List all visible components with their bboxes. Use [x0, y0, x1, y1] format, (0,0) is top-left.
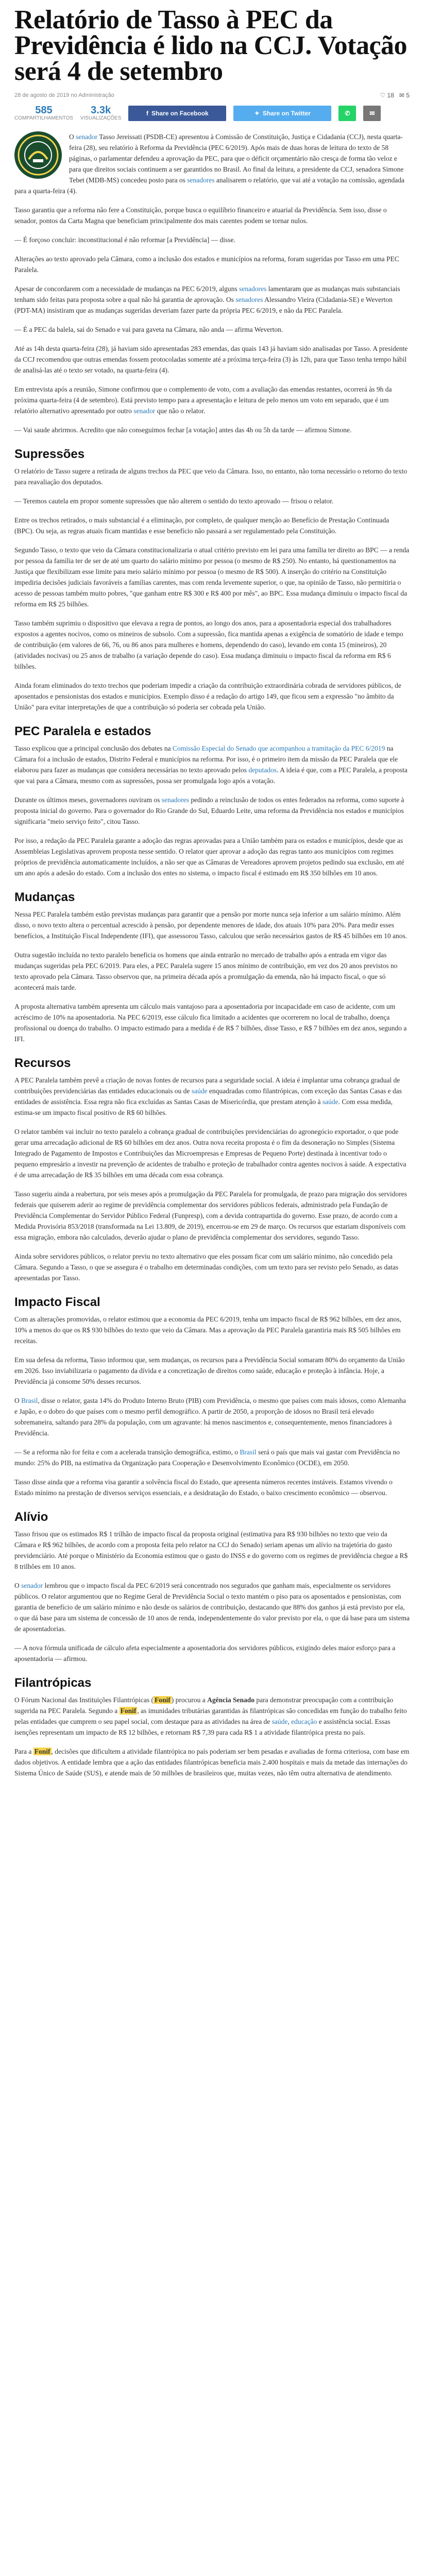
- senator-link[interactable]: senador: [21, 1582, 43, 1589]
- paragraph-intro: O senador Tasso Jereissati (PSDB-CE) apresentou à Comissão de Constituição, Justiça e Cidadania (CCJ), nesta quarta-feira (28), seu relatório à Reforma da Previdência (PEC 6/2019). Após mais de duas horas de leitura do texto de 58 páginas, o parlamentar defendeu a aprovação da PEC, para que o déficit orçamentário não cresça de forma tão veloz e para que direitos sociais continuem a ser garantidos no Brasil. Ao final da leitura, a presidente da CCJ, senadora Simone Tebet (MDB-MS) concedeu posto para os senadores analisarem o relatório, que vai até a votação na comissão, agendada para a quarta-feira (4).: [14, 131, 410, 196]
- agency-logo: [14, 131, 62, 179]
- paragraph: Apesar de concordarem com a necessidade de mudanças na PEC 6/2019, alguns senadores lamentaram que as mudanças mais substanciais tenham sido feitas para proposta sobre a qual não há garantia de aprovação. Os senadores Alessandro Vieira (Cidadania-SE) e Weverton (PDT-MA) insistiram que as mudanças sugeridas deveriam fazer parte da própria PEC 6/2019, e não da PEC Paralela.: [14, 285, 400, 314]
- facebook-icon: f: [146, 109, 149, 117]
- paragraph: A PEC Paralela também prevê a criação de novas fontes de recursos para a seguridade social. A ideia é implantar uma cobrança gradual de contribuições previdenciárias das entidades educacionais ou de saúde enquadradas como filantrópicas, com exceção das Santas Casas e das entidades de assistência. Essa regra não fica excluídas as Santas Casas de Misericórdia, que prestam atenção à saúde. Com essa medida, estima-se um impacto fiscal positivo de R$ 60 bilhões.: [14, 1076, 402, 1116]
- author-link[interactable]: Administração: [78, 92, 114, 98]
- article-body: [14, 131, 410, 1787]
- paragraph: Com as alterações promovidas, o relator estimou que a economia da PEC 6/2019, tenha um impacto fiscal de R$ 962 bilhões, em dez anos, 10% a menos do que os R$ 930 bilhões do texto que veio da Câmara. Mas a aprovação da PEC Paralela garantiria mais R$ 505 bilhões em receitas.: [14, 1315, 401, 1345]
- brasil-link[interactable]: Brasil: [240, 1448, 257, 1456]
- article-reactions: [380, 92, 410, 99]
- paragraph: Em sua defesa da reforma, Tasso informou que, sem mudanças, os recursos para a Previdência Social somaram 80% do orçamento da União em 2026. Isso inviabilizaria o pagamento da dívida e a concretização de direitos como saúde, educação e proteção à infância. Hoje, a Previdência já consome 50% desses recursos.: [14, 1356, 405, 1385]
- section-heading-paralela: PEC Paralela e estados: [14, 724, 151, 738]
- paragraph: O Brasil, disse o relator, gasta 14% do Produto Interno Bruto (PIB) com Previdência, o mesmo que países com mais idosos, como Alemanha e Japão, e o dobro do que países com o mesmo perfil demográfico. A partir de 2050, a proporção de idosos no Brasil terá elevado sobremaneira, saltando para 28% da população, com um agravante: há menos nascimentos e, consequentemente, menos financiadores à Previdência.: [14, 1397, 406, 1437]
- senators-link[interactable]: senadores: [161, 796, 189, 804]
- agency-logo-icon: [18, 134, 59, 176]
- education-link[interactable]: educação: [291, 1718, 317, 1725]
- mail-icon: ✉: [369, 109, 375, 117]
- paragraph: — É a PEC da balela, sai do Senado e vai para gaveta na Câmara, não anda — afirma Weverton.: [14, 326, 283, 333]
- paragraph: Por isso, a redação da PEC Paralela garante a adoção das regras aprovadas para a União também para os estados e municípios, desde que as Assembleias Legislativas aprovem proposta nesse sentido. O relator quer aprovar a adoção das regras tanto aos municípios com regimes próprios de previdência automaticamente incluídos, a não ser que as Câmaras de Vereadores aprovem projetos pedindo sua exclusão, em até um ano após a adesão do estado. Com a inclusão dos entes no sistema, o impacto fiscal é estimado em R$ 350 bilhões em 10 anos.: [14, 837, 404, 877]
- section-heading-recursos: Recursos: [14, 1056, 71, 1070]
- senators-link[interactable]: senadores: [187, 176, 215, 184]
- paragraph: O relator também vai incluir no texto paralelo a cobrança gradual de contribuições previdenciárias do agronegócio exportador, o que pode gerar uma arrecadação adicional de R$ 60 bilhões em dez anos. Outra nova receita proposta é o fim da desoneração no Simples (Sistema Integrado de Pagamento de Impostos e Contribuições das Microempresas e Empresas de Pequeno Porte) destinada à incentivar todo o pequeno empresário a investir na prevenção de acidentes de trabalho e proteção de trabalhador contra agentes nocivos à saúde. A expectativa é de uma arrecadação de R$ 35 bilhões em uma década com essa cobrança.: [14, 1128, 406, 1179]
- share-whatsapp-button[interactable]: [338, 106, 356, 121]
- paragraph: — Teremos cautela em propor somente supressões que não alterem o sentido do texto aprovado — frisou o relator.: [14, 497, 334, 505]
- paragraph: Outra sugestão incluída no texto paralelo beneficia os homens que ainda entrarão no mercado de trabalho após a entrada em vigor das mudanças sugeridas pela PEC 6/2019. Para eles, a PEC Paralela sugere 15 anos mínimo de contribuição, em vez dos 20 anos previstos no texto aprovado pela Câmara. Tasso observou que, na primeira década após a promulgação da emenda, não há impacto fiscal, o que só acontecerá mais tarde.: [14, 951, 398, 991]
- paragraph: Tasso também suprimiu o dispositivo que elevava a regra de pontos, ao longo dos anos, para a aposentadoria especial dos trabalhadores expostos a agentes nocivos, como os mineiros de subsolo. Com a supressão, fica mantida apenas a exigência de somatório de idade e tempo de contribuição (em valores de 66, 76, ou 86 anos para mulheres e homens, dependendo do caso), levando em conta 15 (mineiros), 20 (atividades nocivas) ou 25 anos de trabalho (a variação depende do caso). Essa mudança diminuiu o impacto fiscal da reforma em R$ 6 bilhões.: [14, 619, 403, 670]
- views-number: 3.3k: [91, 105, 111, 116]
- health-link[interactable]: saúde: [322, 1098, 338, 1106]
- agency-name: Agência Senado: [207, 1696, 255, 1704]
- views-stat: [80, 105, 121, 121]
- article-meta: [14, 92, 410, 99]
- paragraph: Tasso frisou que os estimados R$ 1 trilhão de impacto fiscal da proposta original (estimativa para R$ 930 bilhões no texto que veio da Câmara e R$ 962 bilhões, de acordo com a proposta feita pelo relator na CCJ do Senado) seriam apenas um alívio na trajetória do gasto previdenciário. Até porque o Ministério da Economia estimou que o gasto do INSS e do governo com os regimes de previdência chegue a R$ 8 trilhões em 10 anos.: [14, 1530, 408, 1570]
- paragraph: — A nova fórmula unificada de cálculo afeta especialmente a aposentadoria dos servidores públicos, exigindo deles maior esforço para a aposentadoria — afirmou.: [14, 1644, 396, 1663]
- paragraph: O relatório de Tasso sugere a retirada de alguns trechos da PEC que veio da Câmara. Isso, no entanto, não torna necessário o retorno do texto para reavaliação dos deputados.: [14, 467, 408, 486]
- paragraph: Ainda sobre servidores públicos, o relator previu no texto alternativo que eles possam ficar com um salário mínimo, não concedido pela Câmara. Segundo a Tasso, o que se assegura é o trabalho em determinadas condições, com um texto para ser revisto pelo Senado, as datas apresentadas por Tasso.: [14, 1252, 399, 1282]
- health-link[interactable]: saúde: [272, 1718, 288, 1725]
- section-heading-alivio: Alívio: [14, 1510, 48, 1524]
- heart-icon: ♡: [380, 92, 386, 99]
- paragraph: O senador lembrou que o impacto fiscal da PEC 6/2019 será concentrado nos segurados que ganham mais, especialmente os servidores públicos. O relator argumentou que no Regime Geral de Previdência Social o texto mantém o piso para os aposentados e pensionistas, com garantia de benefício de um salário mínimo e não desde os salários de contribuição, destacando que 88% dos ganhos já está previsto por ela, o que dá base para um sistema de concessão de 10 anos de renda, independentemente do valor previsto por ela, o que dá base para um sistema de aposentadorias.: [14, 1582, 410, 1633]
- article-date: 28 de agosto de 2019: [14, 92, 70, 98]
- paragraph: A proposta alternativa também apresenta um cálculo mais vantajoso para a aposentadoria por incapacidade em caso de acidente, com um acréscimo de 10% na aposentadoria. Na PEC 6/2019, esse cálculo fica limitado a acidentes que ocorrerem no local de trabalho, doença profissional ou doença do trabalho. O impacto estimado para a medida é de R$ 7 bilhões, disse Tasso, e R$ 7 bilhões em dez anos, segundo a IFI.: [14, 1003, 407, 1043]
- shares-label: COMPARTILHAMENTOS: [14, 115, 73, 121]
- section-heading-supressoes: Supressões: [14, 447, 85, 461]
- paragraph: Ainda foram eliminados do texto trechos que poderiam impedir a criação da contribuição extraordinária cobrada de servidores públicos, de aposentados e pensionistas dos estados e municípios. Exemplo disso é a redação do artigo 149, que ficou sem a expressão "no âmbito da União" para evitar interpretações de que a contribuição só poderia ser cobrada pela União.: [14, 682, 401, 711]
- share-facebook-button[interactable]: f Share on Facebook: [128, 106, 226, 121]
- paragraph: — É forçoso concluir: inconstitucional é não reformar [a Previdência] — disse.: [14, 236, 235, 244]
- shares-number: 585: [35, 105, 53, 116]
- paragraph: Tasso disse ainda que a reforma visa garantir a solvência fiscal do Estado, que apresenta números recentes instáveis. Estamos vivendo o Estado mínimo na prestação de diversos serviços essenciais, e a desidratação do Estado, o baixo crescimento econômico — observou.: [14, 1478, 393, 1497]
- article-title: Relatório de Tasso à PEC da Previdência é lido na CCJ. Votação será 4 de setembro: [14, 5, 408, 86]
- paragraph: Alterações ao texto aprovado pela Câmara, como a inclusão dos estados e municípios na reforma, foram sugeridas por Tasso em uma PEC Paralela.: [14, 255, 399, 274]
- highlight-fonif: Fonif: [120, 1707, 137, 1715]
- highlight-fonif: Fonif: [154, 1696, 171, 1704]
- whatsapp-icon: ✆: [345, 109, 350, 117]
- paragraph: Segundo Tasso, o texto que veio da Câmara constitucionalizaria o atual critério previsto em lei para uma família ter direito ao BPC — a renda por pessoa da família ter de ser de até um quarto do salário mínimo por pessoa (o mesmo de R$ 250). No entanto, há questionamentos na Justiça que flexibilizam esse limite para meio salário mínimo por pessoa (o mesmo de R$ 500). A inserção do critério na Constituição impediria decisões judiciais favoráveis a famílias carentes, mas com renda levemente superior, o que, na opinião de Tasso, não permitiria o acesso de pessoas também muito pobres, "que ganham entre R$ 300 e R$ 400 por mês", ao BPC. Essa mudança diminuiu o impacto fiscal da reforma em R$ 25 bilhões.: [14, 546, 410, 608]
- section-heading-mudancas: Mudanças: [14, 890, 75, 904]
- shares-stat: [14, 105, 73, 121]
- paragraph: — Se a reforma não for feita e com a acelerada transição demográfica, estimo, o Brasil será o país que mais vai gastar com Previdência no mundo: 25% do PIB, na estimativa da Organização para Cooperação e Desenvolvimento Econômico (OCDE), em 2050.: [14, 1448, 400, 1467]
- comment-icon: ✉: [399, 92, 404, 99]
- article-byline: 28 de agosto de 2019 no Administração: [14, 92, 114, 98]
- paragraph: Tasso explicou que a principal conclusão dos debates na Comissão Especial do Senado que acompanhou a tramitação da PEC 6/2019 na Câmara foi a inclusão de estados, Distrito Federal e municípios na reforma. Por isso, é o primeiro item da missão da PEC Paralela que ele elaborou para fazer as mudanças que considera necessárias no texto aprovado pelos deputados. A ideia é que, com a PEC Paralela, a proposta que vai para a Câmara, mesmo com as supressões, possa ser promulgada logo após a votação.: [14, 744, 408, 785]
- senator-link[interactable]: senador: [133, 407, 156, 415]
- paragraph: Durante os últimos meses, governadores ouviram os senadores pedindo a reinclusão de todos os entes federados na reforma, como suporte à proposta inicial do governo. Para o governador do Rio Grande do Sul, Eduardo Leite, uma reforma da Previdência nos estados e municípios significaria "meio serviço feito", citou Tasso.: [14, 796, 404, 825]
- twitter-icon: ✦: [254, 109, 260, 117]
- senator-link[interactable]: senador: [76, 133, 98, 141]
- share-twitter-button[interactable]: ✦ Share on Twitter: [233, 106, 331, 121]
- brasil-link[interactable]: Brasil: [21, 1397, 38, 1404]
- health-link[interactable]: saúde: [191, 1087, 208, 1095]
- paragraph: Em entrevista após a reunião, Simone confirmou que o complemento de voto, com a avaliação das emendas restantes, ocorrerá às 9h da próxima quarta-feira (4 de setembro). Está previsto tempo para a apresentação e leitura de pelo menos um voto em separado, que é um relatório alternativo apresentado por outro senador que não o relator.: [14, 385, 392, 415]
- share-bar: [14, 105, 410, 121]
- paragraph: Para a Fonif , decisões que dificultem a atividade filantrópica no país poderiam ser bem pesadas e avaliadas de forma criteriosa, com base em dados objetivos. A entidade lembra que a ação das entidades filantrópicas beneficia mais 2.400 hospitais e mais da metade das internações do Sistema Único de Saúde (SUS), e atende mais de 50 milhões de brasileiros que, muitas vezes, não têm outra alternativa de atendimento.: [14, 1748, 410, 1777]
- paragraph: Nessa PEC Paralela também estão previstas mudanças para garantir que a pensão por morte nunca seja inferior a um salário mínimo. Além disso, o novo texto altera o percentual acrescido à pensão, por dependente menores de idade, dos atuais 10% para 20%. Para medir esses benefícios, a Instituição Fiscal Independente (IFI), que assessorou Tasso, calculou que serão necessários gastos de R$ 45 bilhões em 10 anos.: [14, 910, 408, 940]
- article-page: [7, 0, 417, 1802]
- senators-link[interactable]: senadores: [235, 296, 263, 303]
- paragraph: Tasso sugeriu ainda a reabertura, por seis meses após a promulgação da PEC Paralela for promulgada, de prazo para migração dos servidores federais que quiserem aderir ao regime de previdência complementar dos servidores públicos federais, administrado pela Fundação de Previdência Complementar do Servidor Público Federal (Funpresp), com a devida contrapartida do governo. Esse prazo, de acordo com a Medida Provisória 853/2018 (transformada na Lei 13.809, de 2019), encerrou-se em 29 de março. Os recursos que estariam disponíveis com essa migração, embora não calculados, deverão ajudar o plano de previdência complementar dos servidores, segundo Tasso.: [14, 1190, 407, 1241]
- paragraph: — Vai saude abrirmos. Acredito que não conseguimos fechar [a votação] antes das 4h ou 5h da tarde — afirmou Simone.: [14, 426, 352, 434]
- share-mail-button[interactable]: [363, 106, 381, 121]
- senators-link[interactable]: senadores: [239, 285, 267, 293]
- section-heading-filantropicas: Filantrópicas: [14, 1676, 92, 1690]
- section-heading-impacto: Impacto Fiscal: [14, 1295, 100, 1309]
- comments-count[interactable]: ✉ 5: [399, 92, 410, 99]
- views-label: VISUALIZAÇÕES: [80, 115, 122, 121]
- likes-count[interactable]: ♡ 18: [380, 92, 394, 99]
- paragraph: Tasso garantiu que a reforma não fere a Constituição, porque busca o equilíbrio financeiro e atuarial da Previdência. Sem isso, disse o senador, pontos da Carta Magna que beneficiam principalmente dos mais carentes podem se tornar nulos.: [14, 206, 387, 225]
- deputies-link[interactable]: deputados: [248, 766, 277, 774]
- highlight-fonif: Fonif: [34, 1748, 50, 1755]
- paragraph: Até as 14h desta quarta-feira (28), já haviam sido apresentadas 283 emendas, das quais 143 já haviam sido analisadas por Tasso. A presidente da CCJ recomendou que outras emendas fossem protocoladas somente até a próxima terça-feira (3) às 12h, para que Tasso tenha tempo hábil de analisá-las até o texto ser votado, na quarta-feira (4).: [14, 345, 408, 374]
- commission-link[interactable]: Comissão Especial do Senado que acompanhou a tramitação da PEC 6/2019: [172, 744, 385, 752]
- paragraph: Entre os trechos retirados, o mais substancial é a eliminação, por completo, de qualquer menção ao Benefício de Prestação Continuada (BPC). Ou seja, as regras atuais ficam mantidas e esse benefício não passará a ser regulamentado pela Constituição.: [14, 516, 389, 535]
- paragraph: O Fórum Nacional das Instituições Filantrópicas ( Fonif ) procurou a Agência Senado para demonstrar preocupação com a contribuição sugerida na PEC Paralela. Segundo a Fonif , as imunidades tributárias garantidas às filantrópicas são concedidas em função do trabalho feito pelas entidades que cumprem o seu papel social, com destaque para as atividades na área de saúde, educação e assistência social. Essas isenções representam um impacto de R$ 12 bilhões, e retornam R$ 7,39 para cada R$ 1 a atividade filantrópica presta no país.: [14, 1696, 407, 1736]
